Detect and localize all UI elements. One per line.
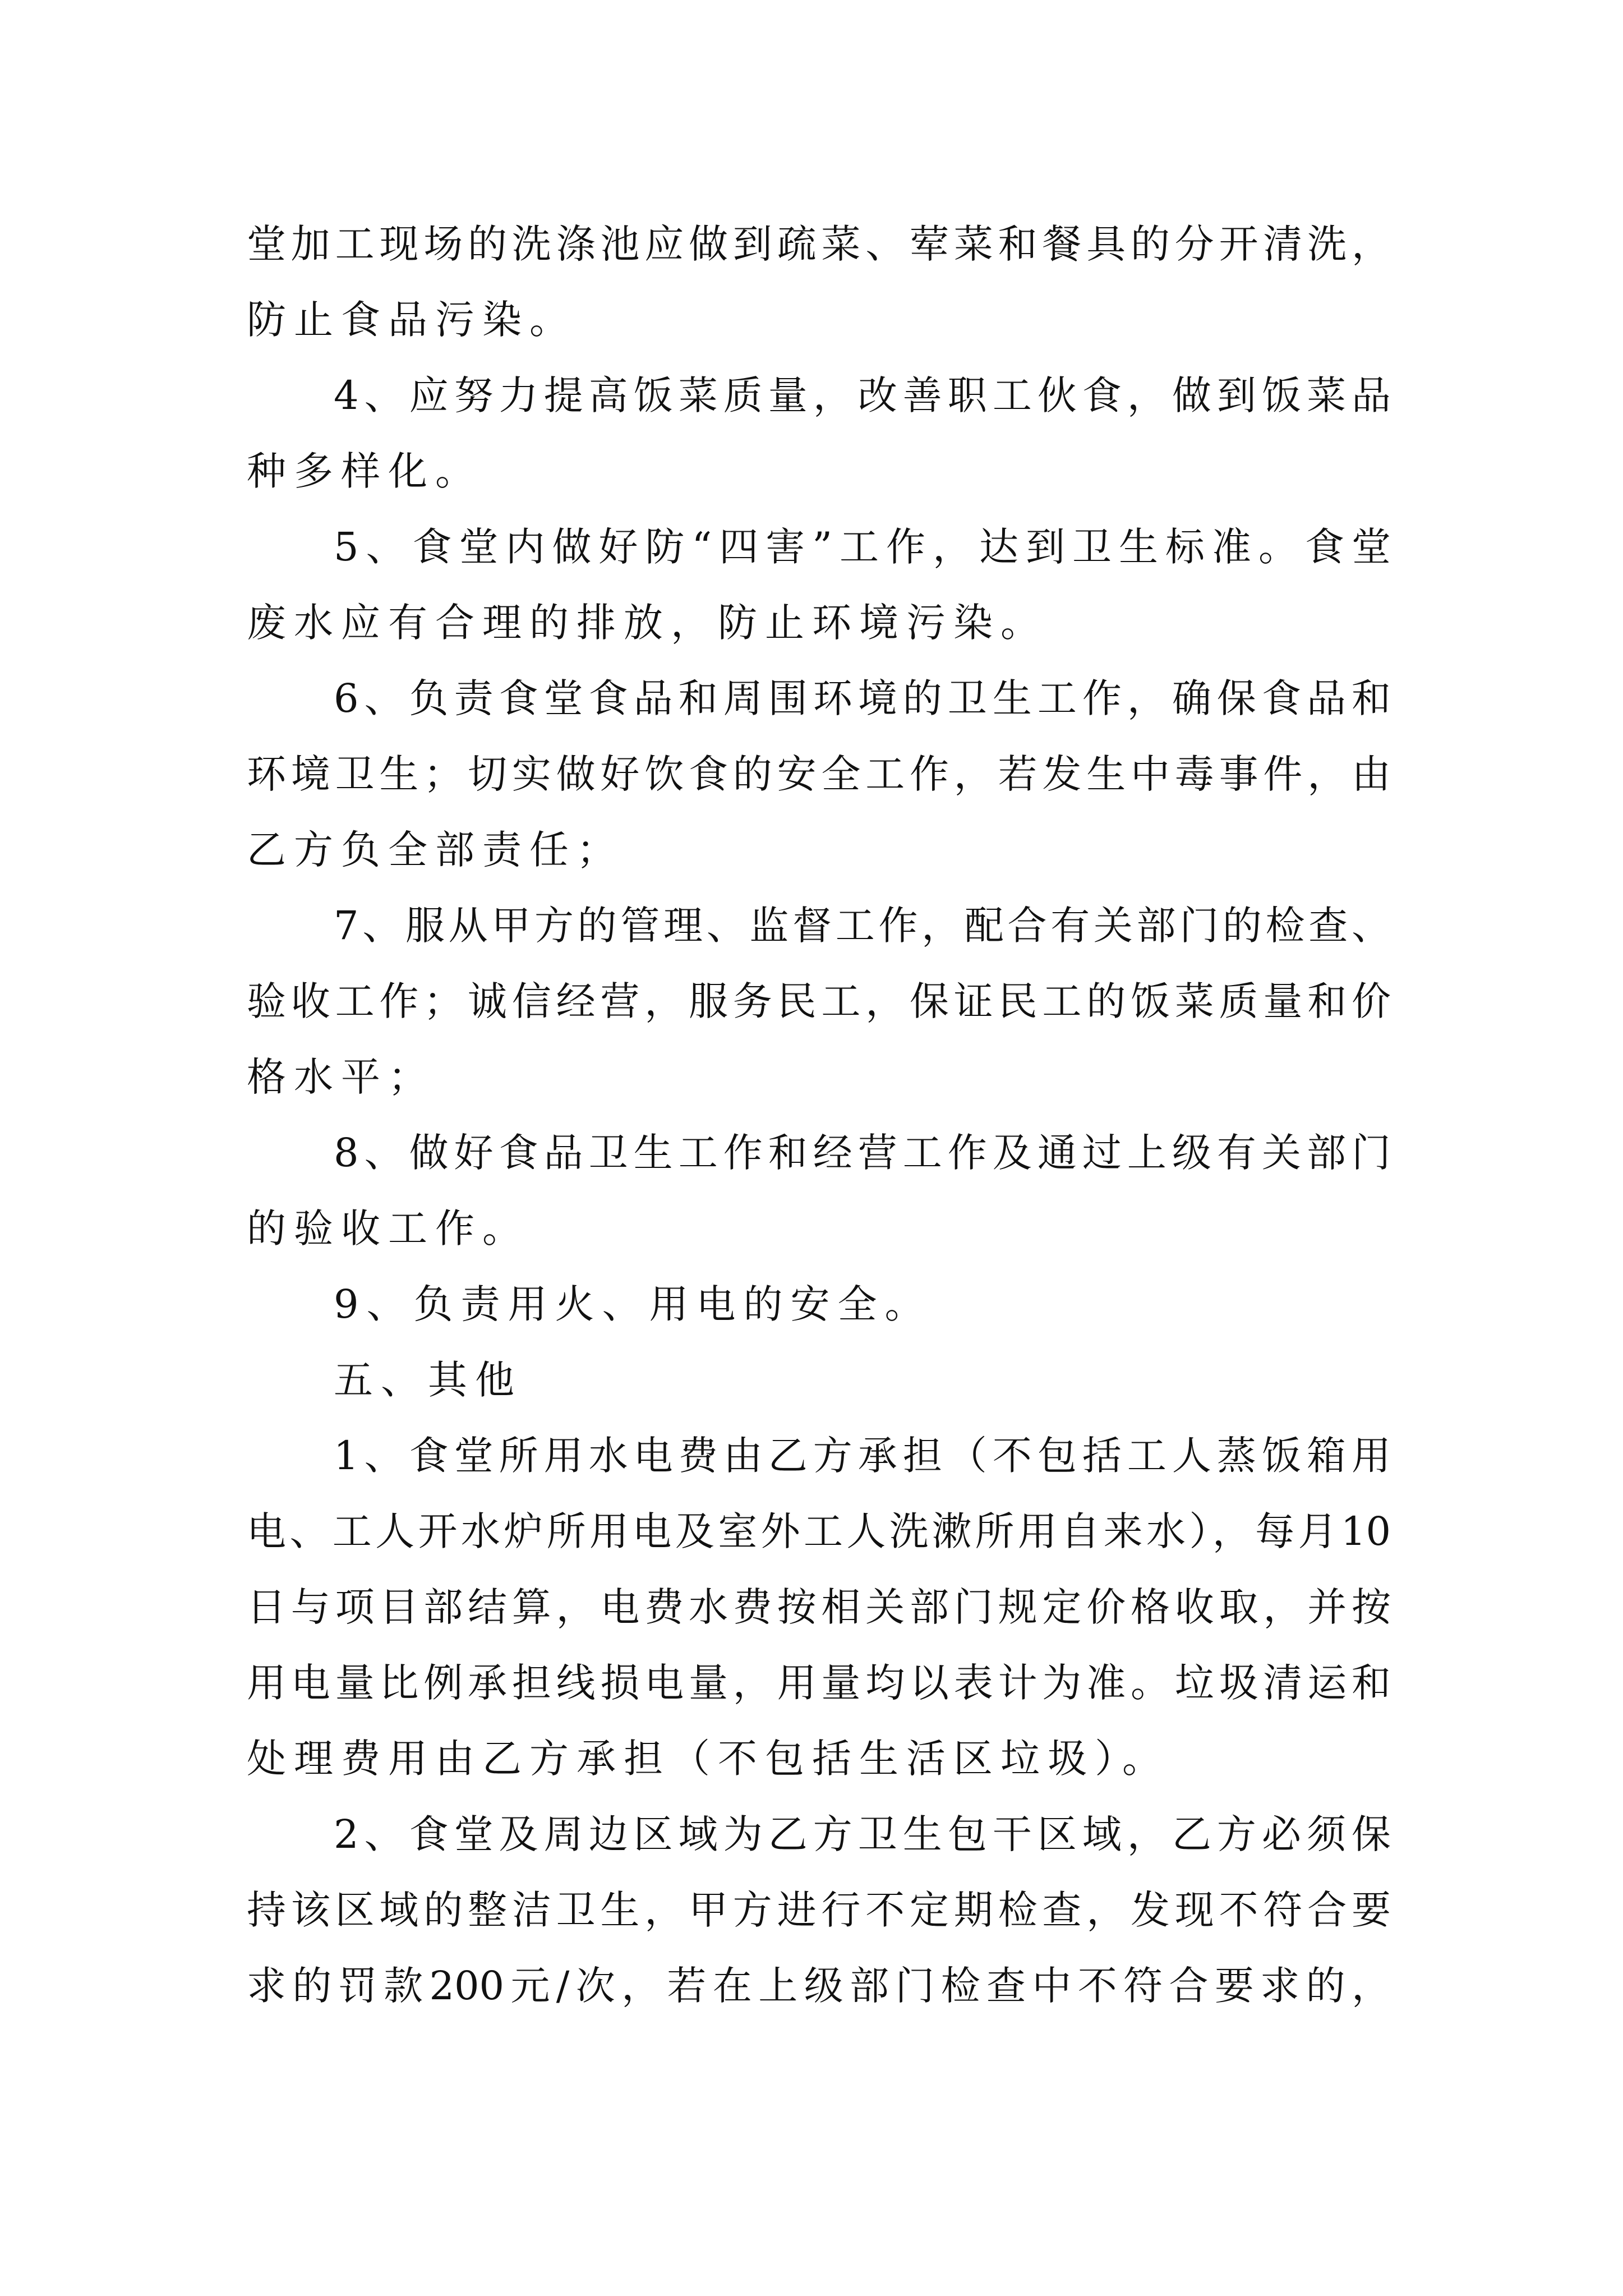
text-line: 验收工作；诚信经营，服务民工，保证民工的饭菜质量和价: [247, 978, 1391, 1024]
text-line: 8、做好食品卫生工作和经营工作及通过上级有关部门: [334, 1130, 1391, 1176]
text-line: 电、工人开水炉所用电及室外工人洗漱所用自来水），每月10: [247, 1508, 1391, 1554]
text-line: 7、服从甲方的管理、监督工作，配合有关部门的检查、: [334, 903, 1391, 949]
text-line: 持该区域的整洁卫生，甲方进行不定期检查，发现不符合要: [247, 1887, 1391, 1933]
section-heading: 五、其他: [334, 1357, 522, 1403]
text-line: 的验收工作。: [247, 1205, 529, 1251]
text-line: 5、食堂内做好防“四害”工作，达到卫生标准。食堂: [334, 524, 1391, 570]
text-line: 日与项目部结算，电费水费按相关部门规定价格收取，并按: [247, 1584, 1391, 1630]
text-line: 求的罚款200元/次，若在上级部门检查中不符合要求的，: [247, 1963, 1391, 2009]
text-line: 9、负责用火、用电的安全。: [334, 1281, 932, 1327]
text-line: 1、食堂所用水电费由乙方承担（不包括工人蒸饭箱用: [334, 1433, 1391, 1479]
text-line: 2、食堂及周边区域为乙方卫生包干区域，乙方必须保: [334, 1811, 1391, 1857]
text-line: 废水应有合理的排放，防止环境污染。: [247, 600, 1048, 646]
text-line: 处理费用由乙方承担（不包括生活区垃圾）。: [247, 1736, 1169, 1782]
text-line: 种多样化。: [247, 448, 482, 494]
text-line: 乙方负全部责任；: [247, 827, 624, 873]
text-line: 防止食品污染。: [247, 297, 577, 343]
text-line: 堂加工现场的洗涤池应做到疏菜、荤菜和餐具的分开清洗，: [247, 221, 1391, 267]
text-line: 环境卫生；切实做好饮食的安全工作，若发生中毒事件，由: [247, 751, 1391, 797]
text-line: 用电量比例承担线损电量，用量均以表计为准。垃圾清运和: [247, 1660, 1391, 1706]
text-line: 格水平；: [247, 1054, 435, 1100]
text-line: 4、应努力提高饭菜质量，改善职工伙食，做到饭菜品: [334, 372, 1391, 418]
text-line: 6、负责食堂食品和周围环境的卫生工作，确保食品和: [334, 675, 1391, 721]
